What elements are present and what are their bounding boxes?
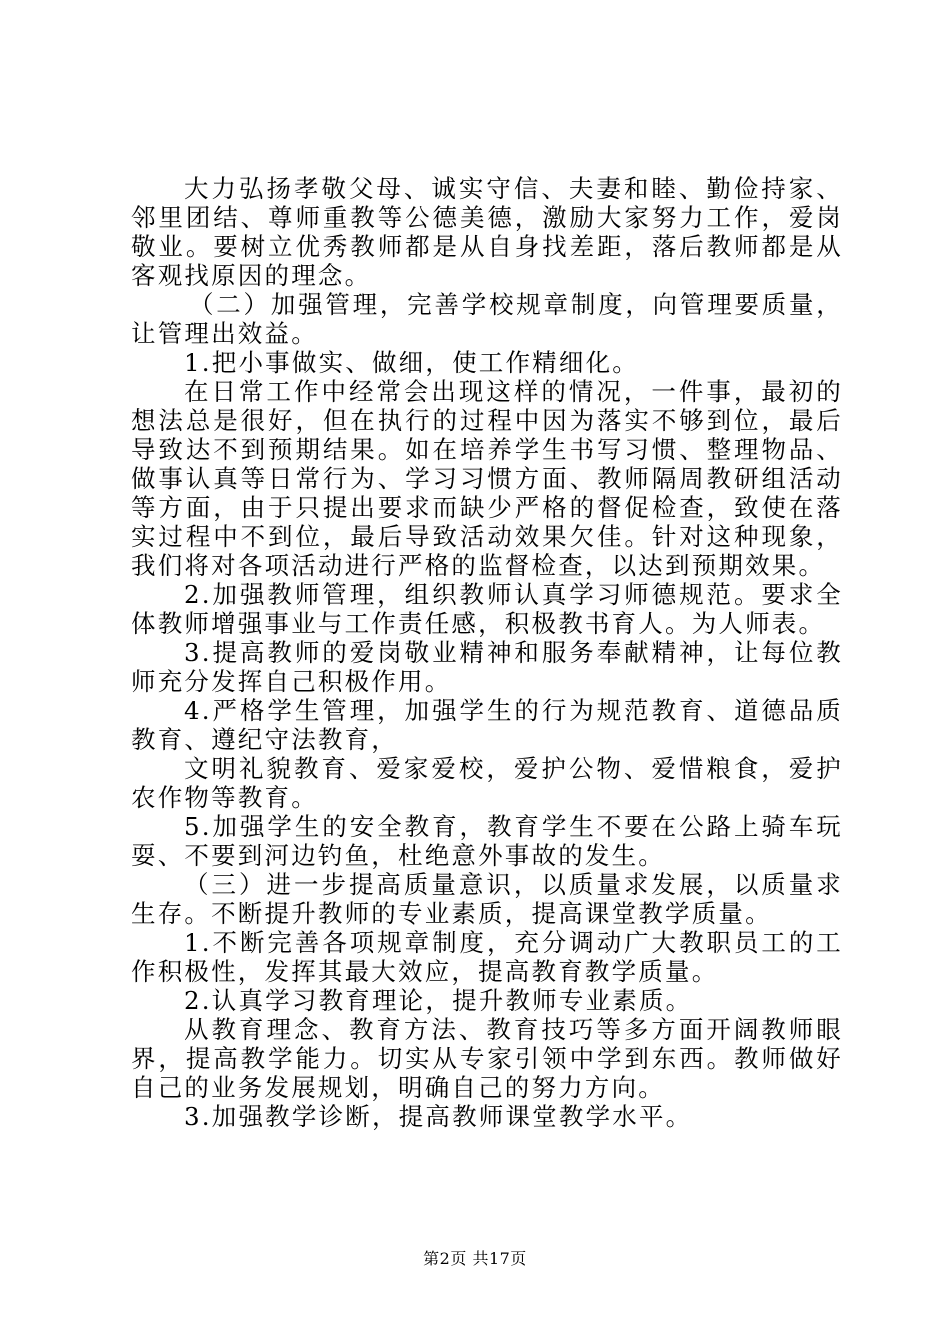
paragraph-2: （二）加强管理，完善学校规章制度，向管理要质量，让管理出效益。 — [131, 290, 843, 348]
paragraph-11: 1.不断完善各项规章制度，充分调动广大教职员工的工作积极性，发挥其最大效应，提高教育教学质量。 — [131, 928, 843, 986]
paragraph-14: 3.加强教学诊断，提高教师课堂教学水平。 — [184, 1102, 693, 1131]
paragraph-1: 大力弘扬孝敬父母、诚实守信、夫妻和睦、勤俭持家、邻里团结、尊师重教等公德美德，激励大家努力工作，爱岗敬业。要树立优秀教师都是从自身找差距，落后教师都是从客观找原因的理念。 — [131, 174, 843, 290]
paragraph-7: 4.严格学生管理，加强学生的行为规范教育、道德品质教育、遵纪守法教育， — [131, 696, 843, 754]
paragraph-8: 文明礼貌教育、爱家爱校，爱护公物、爱惜粮食，爱护农作物等教育。 — [131, 754, 843, 812]
paragraph-10: （三）进一步提高质量意识，以质量求发展，以质量求生存。不断提升教师的专业素质，提高课堂教学质量。 — [131, 870, 843, 928]
paragraph-6: 3.提高教师的爱岗敬业精神和服务奉献精神，让每位教师充分发挥自己积极作用。 — [131, 638, 843, 696]
paragraph-13: 从教育理念、教育方法、教育技巧等多方面开阔教师眼界，提高教学能力。切实从专家引领中学到东西。教师做好自己的业务发展规划，明确自己的努力方向。 — [131, 1015, 843, 1102]
paragraph-3: 1.把小事做实、做细，使工作精细化。 — [184, 348, 639, 377]
paragraph-5: 2.加强教师管理，组织教师认真学习师德规范。要求全体教师增强事业与工作责任感，积极教书育人。为人师表。 — [131, 580, 843, 638]
paragraph-4: 在日常工作中经常会出现这样的情况，一件事，最初的想法总是很好，但在执行的过程中因为落实不够到位，最后导致达不到预期结果。如在培养学生书写习惯、整理物品、做事认真等日常行为、学习习惯方面、教师隔周教研组活动等方面，由于只提出要求而缺少严格的督促检查，致使在落实过程中不到位，最后导致活动效果欠佳。针对这种现象，我们将对各项活动进行严格的监督检查，以达到预期效果。 — [131, 377, 843, 580]
paragraph-9: 5.加强学生的安全教育，教育学生不要在公路上骑车玩耍、不要到河边钓鱼，杜绝意外事故的发生。 — [131, 812, 843, 870]
page-number-footer: 第2页 共17页 — [423, 1249, 527, 1268]
paragraph-12: 2.认真学习教育理论，提升教师专业素质。 — [184, 986, 693, 1015]
document-body — [131, 174, 843, 1131]
